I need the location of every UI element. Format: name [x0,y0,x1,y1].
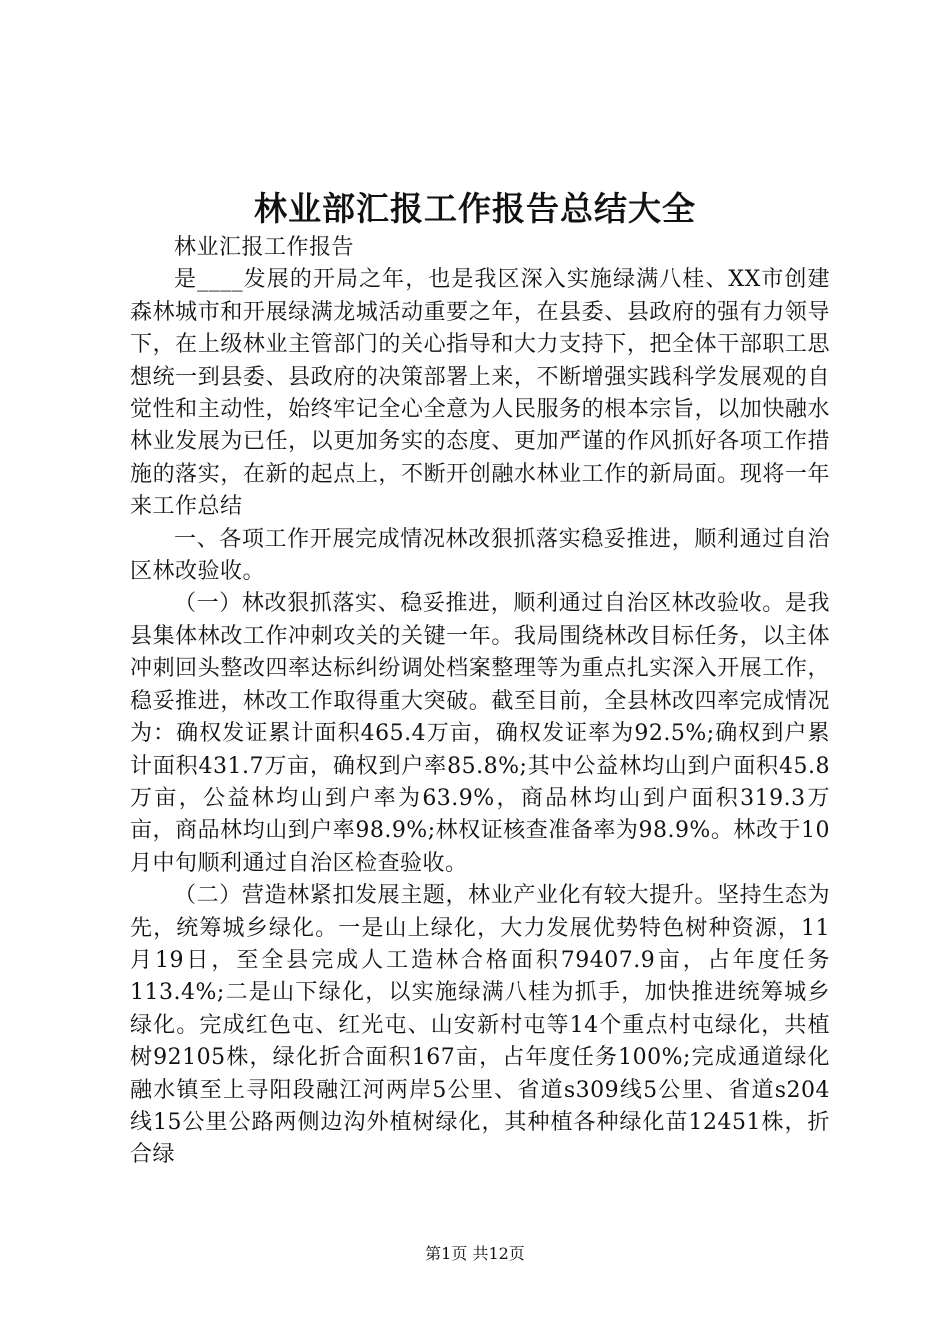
paragraph-afforestation: （二）营造林紧扣发展主题，林业产业化有较大提升。坚持生态为先，统筹城乡绿化。一是山上绿化，大力发展优势特色树种资源，11月19日，至全县完成人工造林合格面积79407.9亩，占年度任务113.4%;二是山下绿化，以实施绿满八桂为抓手，加快推进统筹城乡绿化。完成红色屯、红光屯、山安新村屯等14个重点村屯绿化，共植树92105株，绿化折合面积167亩，占年度任务100%;完成通道绿化融水镇至上寻阳段融江河两岸5公里、省道s309线5公里、省道s204线15公里公路两侧边沟外植树绿化，其种植各种绿化苗12451株，折合绿 [130,883,830,1168]
paragraph-intro: 是____发展的开局之年，也是我区深入实施绿满八桂、XX市创建森林城市和开展绿满龙城活动重要之年，在县委、县政府的强有力领导下，在上级林业主管部门的关心指导和大力支持下，把全体干部职工思想统一到县委、县政府的决策部署上来，不断增强实践科学发展观的自觉性和主动性，始终牢记全心全意为人民服务的根本宗旨，以加快融水林业发展为已任，以更加务实的态度、更加严谨的作风抓好各项工作措施的落实，在新的起点上，不断开创融水林业工作的新局面。现将一年来工作总结 [130,267,830,520]
document-body [130,232,830,1172]
page-number-footer: 第1页 共12页 [425,1244,525,1263]
paragraph-forest-reform: （一）林改狠抓落实、稳妥推进，顺利通过自治区林改验收。是我县集体林改工作冲刺攻关的关键一年。我局围绕林改目标任务，以主体冲刺回头整改四率达标纠纷调处档案整理等为重点扎实深入开展工作，稳妥推进，林改工作取得重大突破。截至目前，全县林改四率完成情况为：确权发证累计面积465.4万亩，确权发证率为92.5%;确权到户累计面积431.7万亩，确权到户率85.8%;其中公益林均山到户面积45.8万亩，公益林均山到户率为63.9%，商品林均山到户面积319.3万亩，商品林均山到户率98.9%;林权证核查准备率为98.9%。林改于10月中旬顺利通过自治区检查验收。 [130,591,830,876]
document-title: 林业部汇报工作报告总结大全 [254,189,696,228]
report-subtitle: 林业汇报工作报告 [174,235,355,260]
paragraph-section-one: 一、各项工作开展完成情况林改狠抓落实稳妥推进，顺利通过自治区林改验收。 [130,526,830,585]
